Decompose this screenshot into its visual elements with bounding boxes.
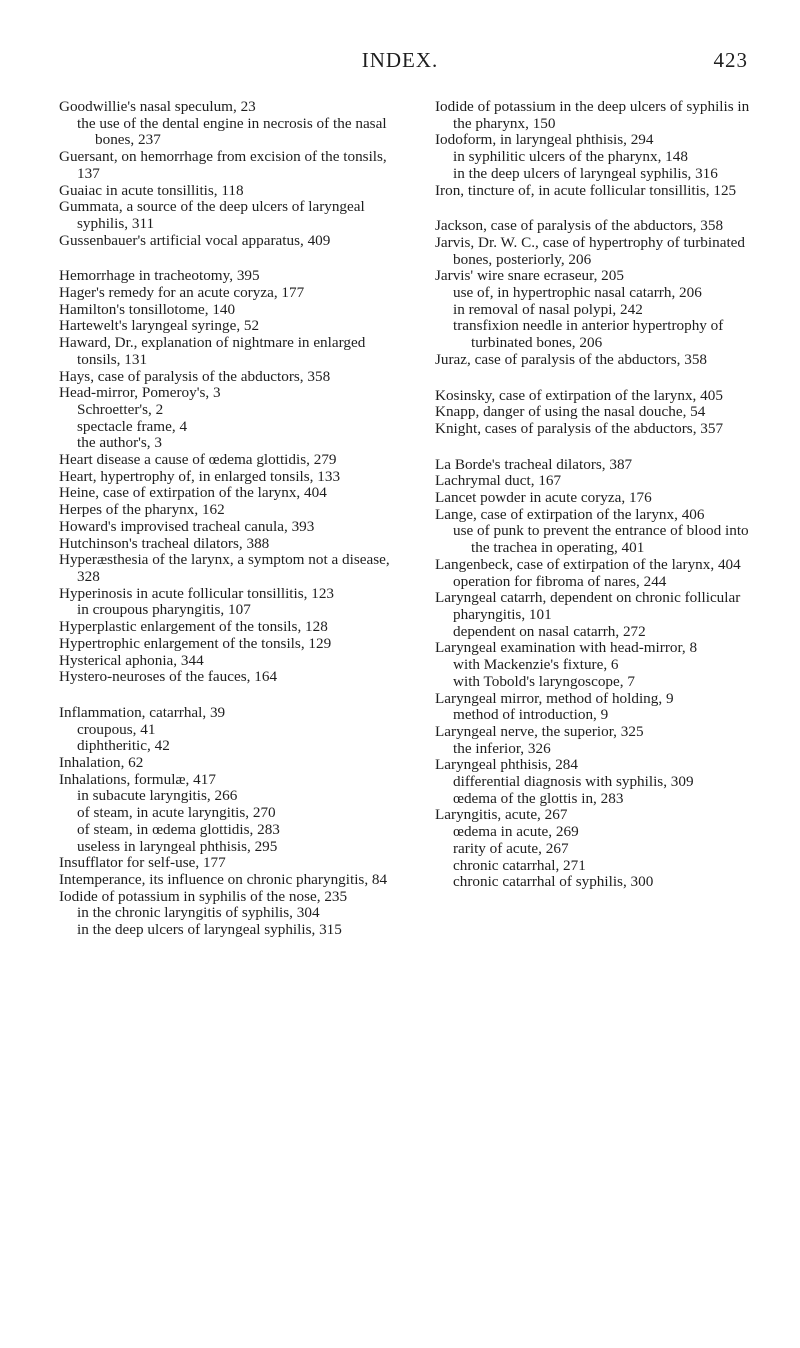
index-entry: Insufflator for self-use, 177 (59, 854, 226, 872)
index-entry: Hypertrophic enlargement of the tonsils, 129 (59, 634, 332, 652)
index-letter-group (59, 705, 399, 939)
index-entry: Lange, case of extirpation of the larynx, 406 (435, 505, 705, 523)
index-subentry: the author's, 3 (77, 434, 162, 452)
index-entry: Juraz, case of paralysis of the abductors, 358 (435, 350, 708, 368)
running-head: INDEX. (361, 48, 439, 72)
index-entry: Inhalation, 62 (59, 754, 144, 772)
index-entry: Inhalations, formulæ, 417 (59, 770, 216, 788)
index-subentry: use of, in hypertrophic nasal catarrh, 206 (453, 284, 702, 302)
index-subentry: in subacute laryngitis, 266 (77, 787, 238, 805)
index-entry: Iron, tincture of, in acute follicular tonsillitis, 125 (435, 181, 737, 199)
index-entry: Jarvis' wire snare ecraseur, 205 (435, 267, 624, 285)
index-entry: Laryngeal nerve, the superior, 325 (435, 722, 644, 740)
index-entry: Heine, case of extirpation of the larynx, 404 (59, 484, 327, 502)
index-subentry: chronic catarrhal, 271 (453, 856, 586, 874)
index-letter-group (435, 388, 765, 438)
index-subentry: with Mackenzie's fixture, 6 (453, 656, 619, 674)
index-entry: Laryngeal phthisis, 284 (435, 756, 578, 774)
index-entry: La Borde's tracheal dilators, 387 (435, 455, 633, 473)
index-entry: Hartewelt's laryngeal syringe, 52 (59, 317, 260, 335)
index-subentry: in the deep ulcers of laryngeal syphilis, 315 (77, 921, 342, 939)
index-entry: Hyperæsthesia of the larynx, a symptom not a disease, 328 (59, 551, 390, 585)
index-entry: Iodide of potassium in the deep ulcers of syphilis in the pharynx, 150 (435, 98, 750, 132)
index-entry: Kosinsky, case of extirpation of the larynx, 405 (435, 386, 723, 404)
index-letter-group (435, 218, 765, 368)
index-subentry: rarity of acute, 267 (453, 839, 569, 857)
index-entry: Hutchinson's tracheal dilators, 388 (59, 534, 270, 552)
index-entry: Hystero-neuroses of the fauces, 164 (59, 668, 278, 686)
index-entry: Gummata, a source of the deep ulcers of laryngeal syphilis, 311 (59, 198, 365, 232)
index-subentry: the use of the dental engine in necrosis of the nasal bones, 237 (77, 114, 387, 149)
index-entry: Lancet powder in acute coryza, 176 (435, 489, 652, 507)
index-column-left (59, 99, 399, 958)
index-column-right (435, 99, 765, 910)
index-subentry: the inferior, 326 (453, 739, 551, 757)
index-subentry: œdema of the glottis in, 283 (453, 789, 624, 807)
index-entry: Laryngitis, acute, 267 (435, 806, 568, 824)
page-header (0, 48, 800, 80)
index-subentry: Schroetter's, 2 (77, 400, 164, 418)
index-entry: Gussenbauer's artificial vocal apparatus, 409 (59, 231, 331, 249)
index-subentry: dependent on nasal catarrh, 272 (453, 622, 646, 640)
index-entry: Heart, hypertrophy of, in enlarged tonsils, 133 (59, 467, 341, 485)
index-entry: Heart disease a cause of œdema glottidis, 279 (59, 451, 337, 469)
index-entry: Lachrymal duct, 167 (435, 472, 562, 490)
index-entry: Hemorrhage in tracheotomy, 395 (59, 267, 260, 285)
index-subentry: transfixion needle in anterior hypertrophy of turbinated bones, 206 (453, 317, 724, 352)
index-entry: Jarvis, Dr. W. C., case of hypertrophy of turbinated bones, posteriorly, 206 (435, 233, 746, 268)
index-subentry: in the chronic laryngitis of syphilis, 304 (77, 904, 320, 922)
index-entry: Langenbeck, case of extirpation of the larynx, 404 (435, 555, 741, 573)
index-subentry: use of punk to prevent the entrance of blood into the trachea in operating, 401 (453, 522, 749, 557)
index-entry: Laryngeal catarrh, dependent on chronic follicular pharyngitis, 101 (435, 589, 741, 623)
index-entry: Head-mirror, Pomeroy's, 3 (59, 384, 221, 402)
index-subentry: spectacle frame, 4 (77, 417, 188, 435)
index-entry: Jackson, case of paralysis of the abductors, 358 (435, 217, 724, 235)
index-subentry: in removal of nasal polypi, 242 (453, 300, 643, 318)
index-subentry: of steam, in acute laryngitis, 270 (77, 804, 276, 822)
index-subentry: œdema in acute, 269 (453, 823, 579, 841)
index-entry: Hamilton's tonsillotome, 140 (59, 300, 236, 318)
index-entry: Hyperplastic enlargement of the tonsils, 128 (59, 618, 328, 636)
index-entry: Haward, Dr., explanation of nightmare in enlarged tonsils, 131 (59, 334, 366, 368)
index-entry: Intemperance, its influence on chronic pharyngitis, 84 (59, 870, 388, 888)
index-letter-group (59, 268, 399, 686)
index-subentry: chronic catarrhal of syphilis, 300 (453, 873, 654, 891)
index-subentry: diphtheritic, 42 (77, 737, 170, 755)
index-entry: Laryngeal mirror, method of holding, 9 (435, 689, 674, 707)
index-subentry: with Tobold's laryngoscope, 7 (453, 672, 635, 690)
index-subentry: useless in laryngeal phthisis, 295 (77, 837, 278, 855)
index-subentry: operation for fibroma of nares, 244 (453, 572, 667, 590)
index-entry: Knight, cases of paralysis of the abductors, 357 (435, 419, 724, 437)
index-letter-group (435, 99, 765, 199)
index-letter-group (59, 99, 399, 249)
index-subentry: in the deep ulcers of laryngeal syphilis, 316 (453, 164, 718, 182)
index-entry: Herpes of the pharynx, 162 (59, 501, 225, 519)
index-entry: Guersant, on hemorrhage from excision of the tonsils, 137 (59, 148, 387, 182)
index-entry: Hays, case of paralysis of the abductors, 358 (59, 367, 331, 385)
index-subentry: in syphilitic ulcers of the pharynx, 148 (453, 148, 688, 166)
index-entry: Hager's remedy for an acute coryza, 177 (59, 284, 305, 302)
index-subentry: method of introduction, 9 (453, 706, 609, 724)
index-entry: Iodoform, in laryngeal phthisis, 294 (435, 131, 654, 149)
index-subentry: of steam, in œdema glottidis, 283 (77, 820, 280, 838)
page-number: 423 (713, 48, 748, 72)
index-entry: Inflammation, catarrhal, 39 (59, 703, 226, 721)
index-entry: Howard's improvised tracheal canula, 393 (59, 517, 315, 535)
index-subentry: croupous, 41 (77, 720, 156, 738)
index-entry: Goodwillie's nasal speculum, 23 (59, 98, 256, 115)
index-letter-group (435, 457, 765, 891)
index-entry: Hyperinosis in acute follicular tonsillitis, 123 (59, 584, 335, 602)
index-subentry: differential diagnosis with syphilis, 309 (453, 773, 694, 791)
index-entry: Laryngeal examination with head-mirror, 8 (435, 639, 698, 657)
index-entry: Hysterical aphonia, 344 (59, 651, 204, 669)
index-entry: Guaiac in acute tonsillitis, 118 (59, 181, 244, 199)
index-subentry: in croupous pharyngitis, 107 (77, 601, 251, 619)
index-entry: Knapp, danger of using the nasal douche, 54 (435, 403, 706, 421)
index-entry: Iodide of potassium in syphilis of the nose, 235 (59, 887, 348, 905)
